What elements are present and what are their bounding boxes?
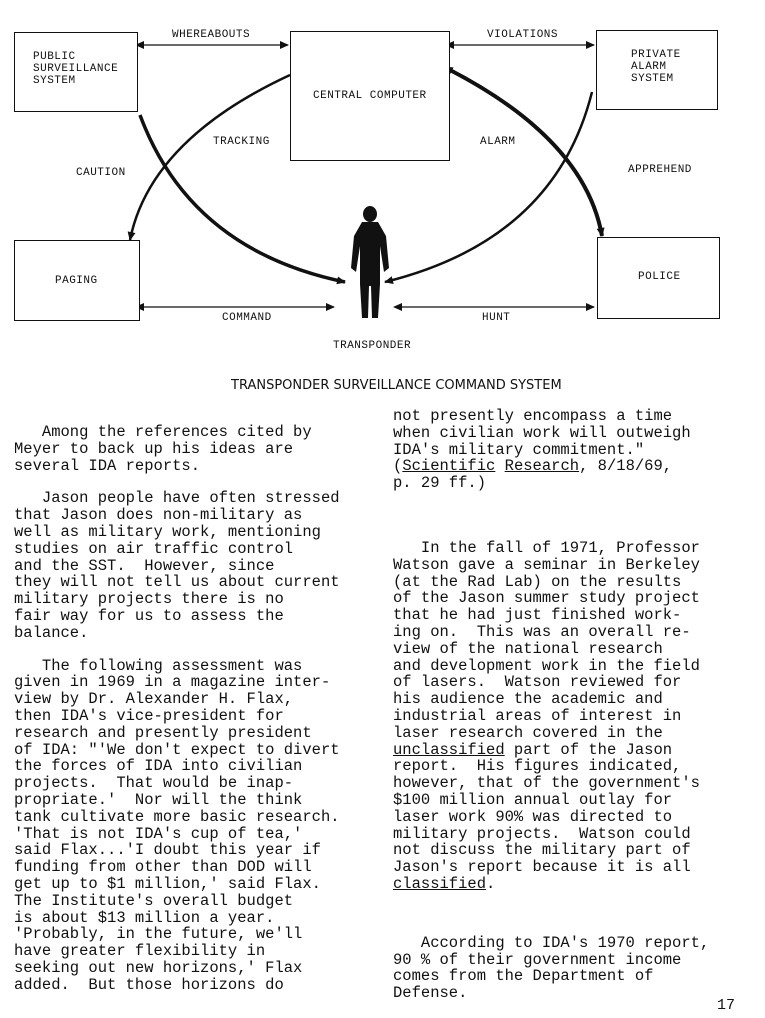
right-p2-text-a: In the fall of 1971, Professor Watson gave a seminar in Berkeley (at the Rad Lab) on the results of the Jason summer study project that he had just finished work- ing on. This was an overall re- view of the national research and development work in the field of lasers. Watson reviewed for his audience the academic and industrial areas of interest in laser research covered in the	[393, 538, 700, 742]
right-p2-text-c: .	[486, 874, 496, 893]
unclassified-text: unclassified	[393, 740, 505, 759]
command-label: COMMAND	[222, 312, 272, 324]
tracking-label: TRACKING	[213, 136, 270, 148]
left-paragraph-3: The following assessment was given in 1969 in a magazine inter- view by Dr. Alexander H. Flax, then IDA's vice-president for research and presently president of IDA: "'We don't expect to divert the forces of IDA into civilian projects. That would be inap- propriate.' Nor will the think tank cultivate more basic research. 'That is not IDA's cup of tea,' said Flax...'I doubt this year if funding from other than DOD will get up to $1 million,' said Flax. The Institute's overall budget is about $13 million a year. 'Probably, in the future, we'll have greater flexibility in seeking out new horizons,' Flax added. But those horizons do	[14, 656, 340, 994]
private-alarm-label: PRIVATE ALARM SYSTEM	[631, 49, 681, 85]
page-number: 17	[716, 997, 735, 1014]
left-paragraph-1: Among the references cited by Meyer to back up his ideas are several IDA reports.	[14, 423, 312, 475]
citation-scientific: Scientific	[402, 457, 496, 476]
classified-text: classified	[393, 874, 487, 893]
public-surveillance-label: PUBLIC SURVEILLANCE SYSTEM	[33, 51, 119, 87]
right-p1-text-a: not presently encompass a time when civilian work will outweigh IDA's military commitment." (	[393, 407, 691, 476]
caution-label: CAUTION	[76, 167, 126, 179]
apprehend-label: APPREHEND	[628, 164, 692, 176]
hunt-label: HUNT	[482, 312, 511, 324]
left-paragraph-2: Jason people have often stressed that Jason does non-military as well as military work, mentioning studies on air traffic control and the SST. However, since they will not tell us about current military projects there is no fair way for us to assess the balance.	[14, 489, 340, 642]
paging-label: PAGING	[55, 275, 98, 287]
alarm-label: ALARM	[480, 136, 516, 148]
right-paragraph-1	[393, 408, 753, 492]
police-label: POLICE	[638, 271, 681, 283]
transponder-surveillance-diagram	[0, 0, 765, 380]
public-surveillance-box	[14, 32, 138, 112]
police-box	[597, 237, 720, 319]
citation-research: Research	[504, 457, 580, 476]
right-p2-text-b: part of the Jason report. His figures indicated, however, that of the government's $100 million annual outlay for laser work 90% was directed to military projects. Watson could not discuss the military part of Jason's report because it is all	[393, 740, 700, 877]
transponder-label: TRANSPONDER	[333, 340, 412, 352]
private-alarm-box	[596, 30, 718, 110]
violations-label: VIOLATIONS	[487, 29, 559, 41]
whereabouts-label: WHEREABOUTS	[172, 29, 251, 41]
central-computer-label: CENTRAL COMPUTER	[313, 90, 427, 102]
right-p1-text-b: , 8/18/69, p. 29 ff.)	[393, 457, 673, 493]
left-column	[14, 424, 364, 1010]
right-p1-space	[495, 457, 504, 475]
central-computer-box	[290, 31, 450, 161]
right-column	[393, 408, 753, 1018]
human-silhouette-icon	[351, 206, 389, 318]
figure-caption: TRANSPONDER SURVEILLANCE COMMAND SYSTEM	[231, 378, 562, 393]
right-paragraph-3: According to IDA's 1970 report, 90 % of their government income comes from the Department of Defense.	[393, 933, 710, 1003]
right-paragraph-2	[393, 540, 753, 893]
paging-box	[14, 240, 140, 321]
